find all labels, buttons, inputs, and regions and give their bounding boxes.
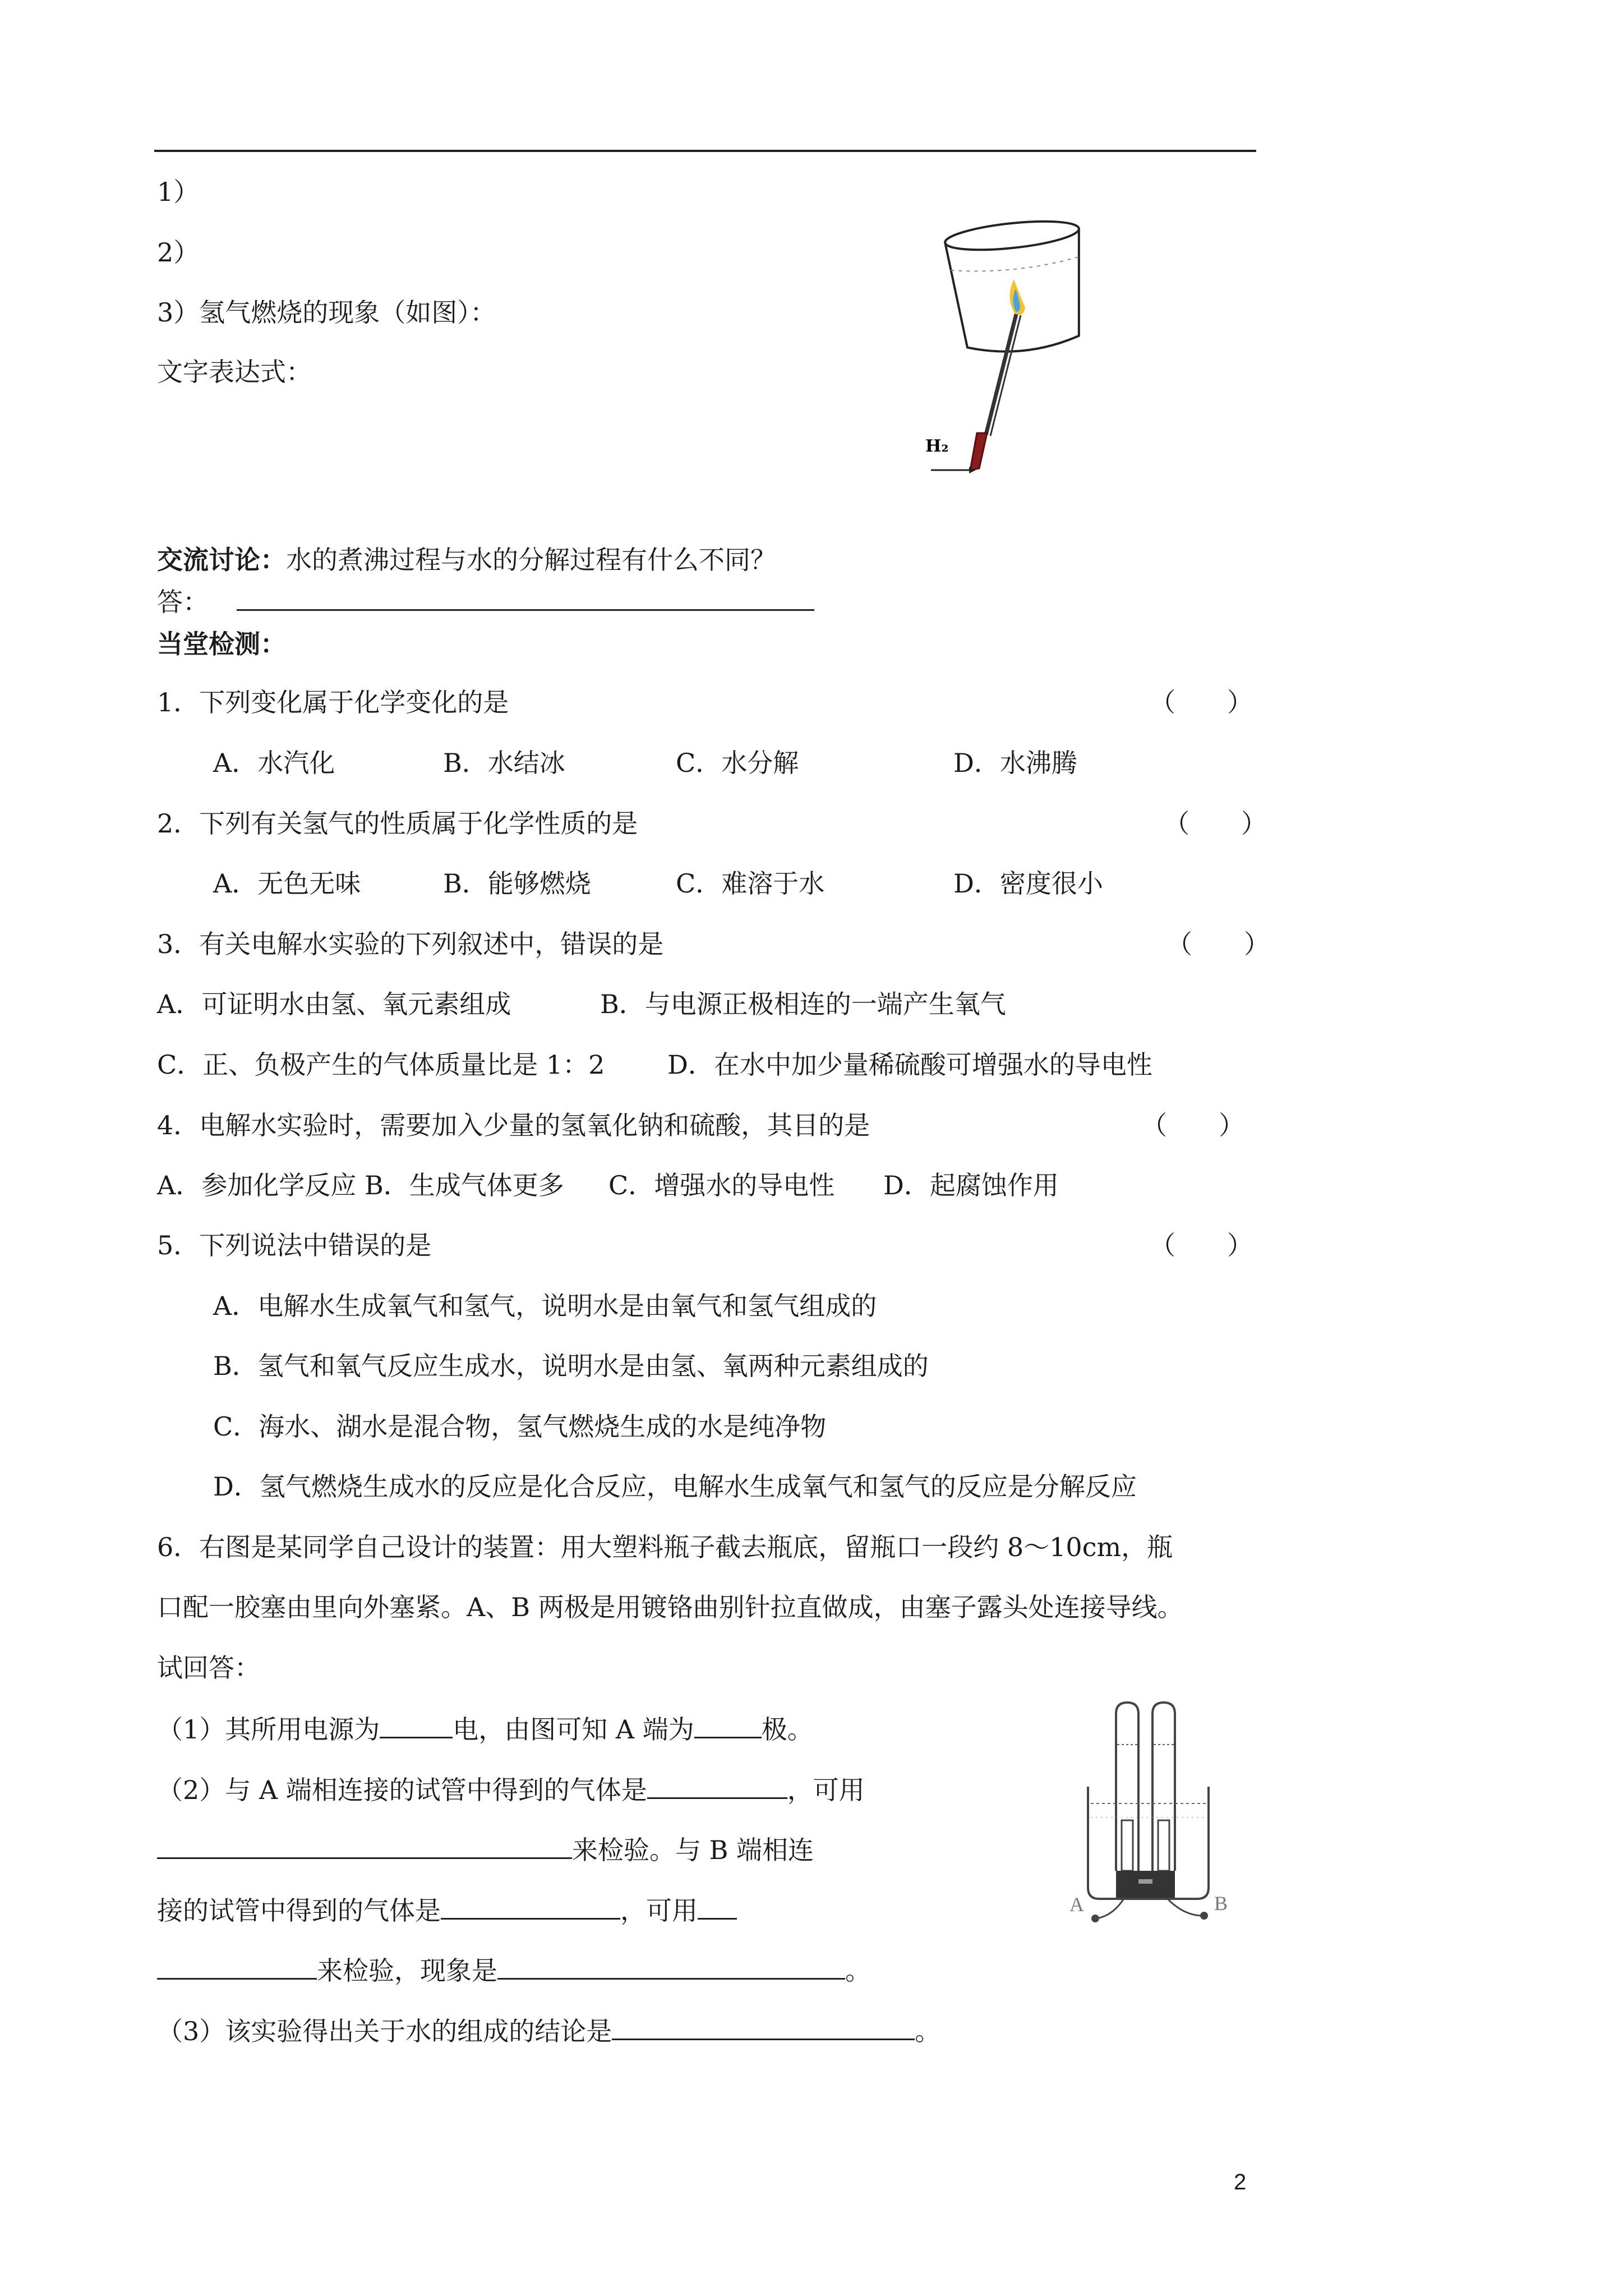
q3-answer-paren[interactable]: （ ） — [1166, 929, 1270, 959]
burning-hydrogen-icon — [909, 213, 1122, 482]
q6-part-2-line-1 — [157, 1772, 865, 1807]
q3-option-c: C．正、负极产生的气体质量比是 1：2 — [157, 1050, 605, 1080]
q6-part-2-text-d: 接的试管中得到的气体是 — [157, 1895, 441, 1926]
intro-item-2: 2） — [157, 237, 200, 268]
intro-item-3: 3）氢气燃烧的现象（如图）： — [157, 297, 496, 328]
q6-line-1: 6．右图是某同学自己设计的装置：用大塑料瓶子截去瓶底，留瓶口一段约 8～10cm，瓶 — [157, 1532, 1173, 1562]
q1-option-d: D．水沸腾 — [953, 748, 1077, 778]
q3-option-d: D．在水中加少量稀硫酸可增强水的导电性 — [667, 1050, 1152, 1080]
q6-part-2-line-2 — [157, 1832, 814, 1867]
q3-option-a: A．可证明水由氢、氧元素组成 — [157, 989, 511, 1019]
answer-label: 答： — [157, 587, 209, 617]
check-title: 当堂检测： — [157, 629, 286, 659]
q6-part-3 — [157, 2013, 940, 2048]
q6-part-2-line-4 — [157, 1952, 871, 1987]
q6-part-2-text-a: （2）与 A 端相连接的试管中得到的气体是 — [157, 1775, 647, 1805]
electrode-a-label: A — [1069, 1893, 1084, 1916]
electrolysis-apparatus-icon — [1063, 1691, 1242, 1938]
q2-option-c: C．难溶于水 — [676, 868, 825, 899]
q6-conclusion-blank[interactable] — [612, 2013, 915, 2040]
q4-option-d: D．起腐蚀作用 — [883, 1170, 1059, 1200]
q4-answer-paren[interactable]: （ ） — [1141, 1110, 1244, 1140]
q6-part-2-text-f: 来检验，现象是 — [317, 1955, 497, 1986]
q2-option-a: A．无色无味 — [213, 868, 361, 899]
q1-option-a: A．水汽化 — [213, 748, 335, 778]
header-rule — [154, 150, 1256, 152]
q2-option-d: D．密度很小 — [953, 868, 1103, 899]
q2-answer-paren[interactable]: （ ） — [1164, 808, 1267, 839]
q6-part-2-text-e: ，可用 — [620, 1895, 698, 1926]
q6-line-3: 试回答： — [157, 1653, 260, 1683]
q1-answer-paren[interactable]: （ ） — [1150, 687, 1253, 717]
q6-b-test-blank-start[interactable] — [698, 1892, 737, 1920]
q6-b-test-blank[interactable] — [157, 1952, 317, 1980]
q4-stem: 4．电解水实验时，需要加入少量的氢氧化钠和硫酸，其目的是 — [157, 1110, 870, 1140]
q6-part-2-text-c: 来检验。与 B 端相连 — [572, 1835, 814, 1865]
answer-blank[interactable] — [237, 583, 814, 611]
q6-part-2-text-b: ，可用 — [787, 1775, 865, 1805]
intro-item-1: 1） — [157, 177, 200, 207]
electrode-b-label: B — [1214, 1892, 1228, 1915]
q5-option-c: C．海水、湖水是混合物，氢气燃烧生成的水是纯净物 — [213, 1411, 827, 1442]
q5-option-d: D．氢气燃烧生成水的反应是化合反应，电解水生成氧气和氢气的反应是分解反应 — [213, 1471, 1137, 1502]
q6-part-1-text-b: 电，由图可知 A 端为 — [453, 1714, 694, 1745]
h2-label: H₂ — [925, 436, 949, 456]
q6-a-gas-blank[interactable] — [647, 1772, 787, 1799]
q6-part-3-text-b: 。 — [915, 2016, 941, 2046]
q6-a-test-blank[interactable] — [157, 1832, 572, 1859]
q6-part-1-text-a: （1）其所用电源为 — [157, 1714, 380, 1745]
q1-option-b: B．水结冰 — [443, 748, 565, 778]
expression-label: 文字表达式： — [157, 357, 312, 387]
discussion-title: 交流讨论： — [157, 545, 286, 575]
q5-answer-paren[interactable]: （ ） — [1150, 1230, 1253, 1260]
q4-option-c: C．增强水的导电性 — [608, 1170, 835, 1200]
q1-stem: 1．下列变化属于化学变化的是 — [157, 687, 509, 717]
q4-option-b: B．生成气体更多 — [365, 1170, 564, 1200]
discussion-line — [157, 543, 776, 577]
combustion-figure — [909, 213, 1122, 482]
q6-a-pole-blank[interactable] — [694, 1711, 762, 1738]
q2-option-b: B．能够燃烧 — [443, 868, 591, 899]
q2-stem: 2．下列有关氢气的性质属于化学性质的是 — [157, 808, 638, 839]
q6-part-1 — [157, 1711, 813, 1746]
q6-line-2: 口配一胶塞由里向外塞紧。A、B 两极是用镀铬曲别针拉直做成，由塞子露头处连接导线。 — [157, 1592, 1183, 1622]
q4-option-a: A．参加化学反应 — [157, 1170, 357, 1200]
q3-option-b: B．与电源正极相连的一端产生氧气 — [600, 989, 1006, 1019]
q5-stem: 5．下列说法中错误的是 — [157, 1230, 432, 1260]
q5-option-a: A．电解水生成氧气和氢气，说明水是由氧气和氢气组成的 — [213, 1291, 877, 1321]
discussion-question: 水的煮沸过程与水的分解过程有什么不同？ — [286, 545, 776, 575]
page-number: 2 — [1234, 2170, 1247, 2194]
q6-part-2-line-3 — [157, 1892, 737, 1927]
q6-power-type-blank[interactable] — [380, 1711, 453, 1738]
q6-part-2-text-g: 。 — [845, 1955, 871, 1986]
q6-part-3-text-a: （3）该实验得出关于水的组成的结论是 — [157, 2016, 612, 2046]
electrolysis-figure — [1063, 1691, 1242, 1938]
q6-b-gas-blank[interactable] — [441, 1892, 620, 1920]
q6-phenomenon-blank[interactable] — [497, 1952, 845, 1980]
answer-line — [157, 583, 814, 619]
q5-option-b: B．氢气和氧气反应生成水，说明水是由氢、氧两种元素组成的 — [213, 1351, 929, 1381]
q6-part-1-text-c: 极。 — [761, 1714, 813, 1745]
q1-option-c: C．水分解 — [676, 748, 799, 778]
q3-stem: 3．有关电解水实验的下列叙述中，错误的是 — [157, 929, 664, 959]
